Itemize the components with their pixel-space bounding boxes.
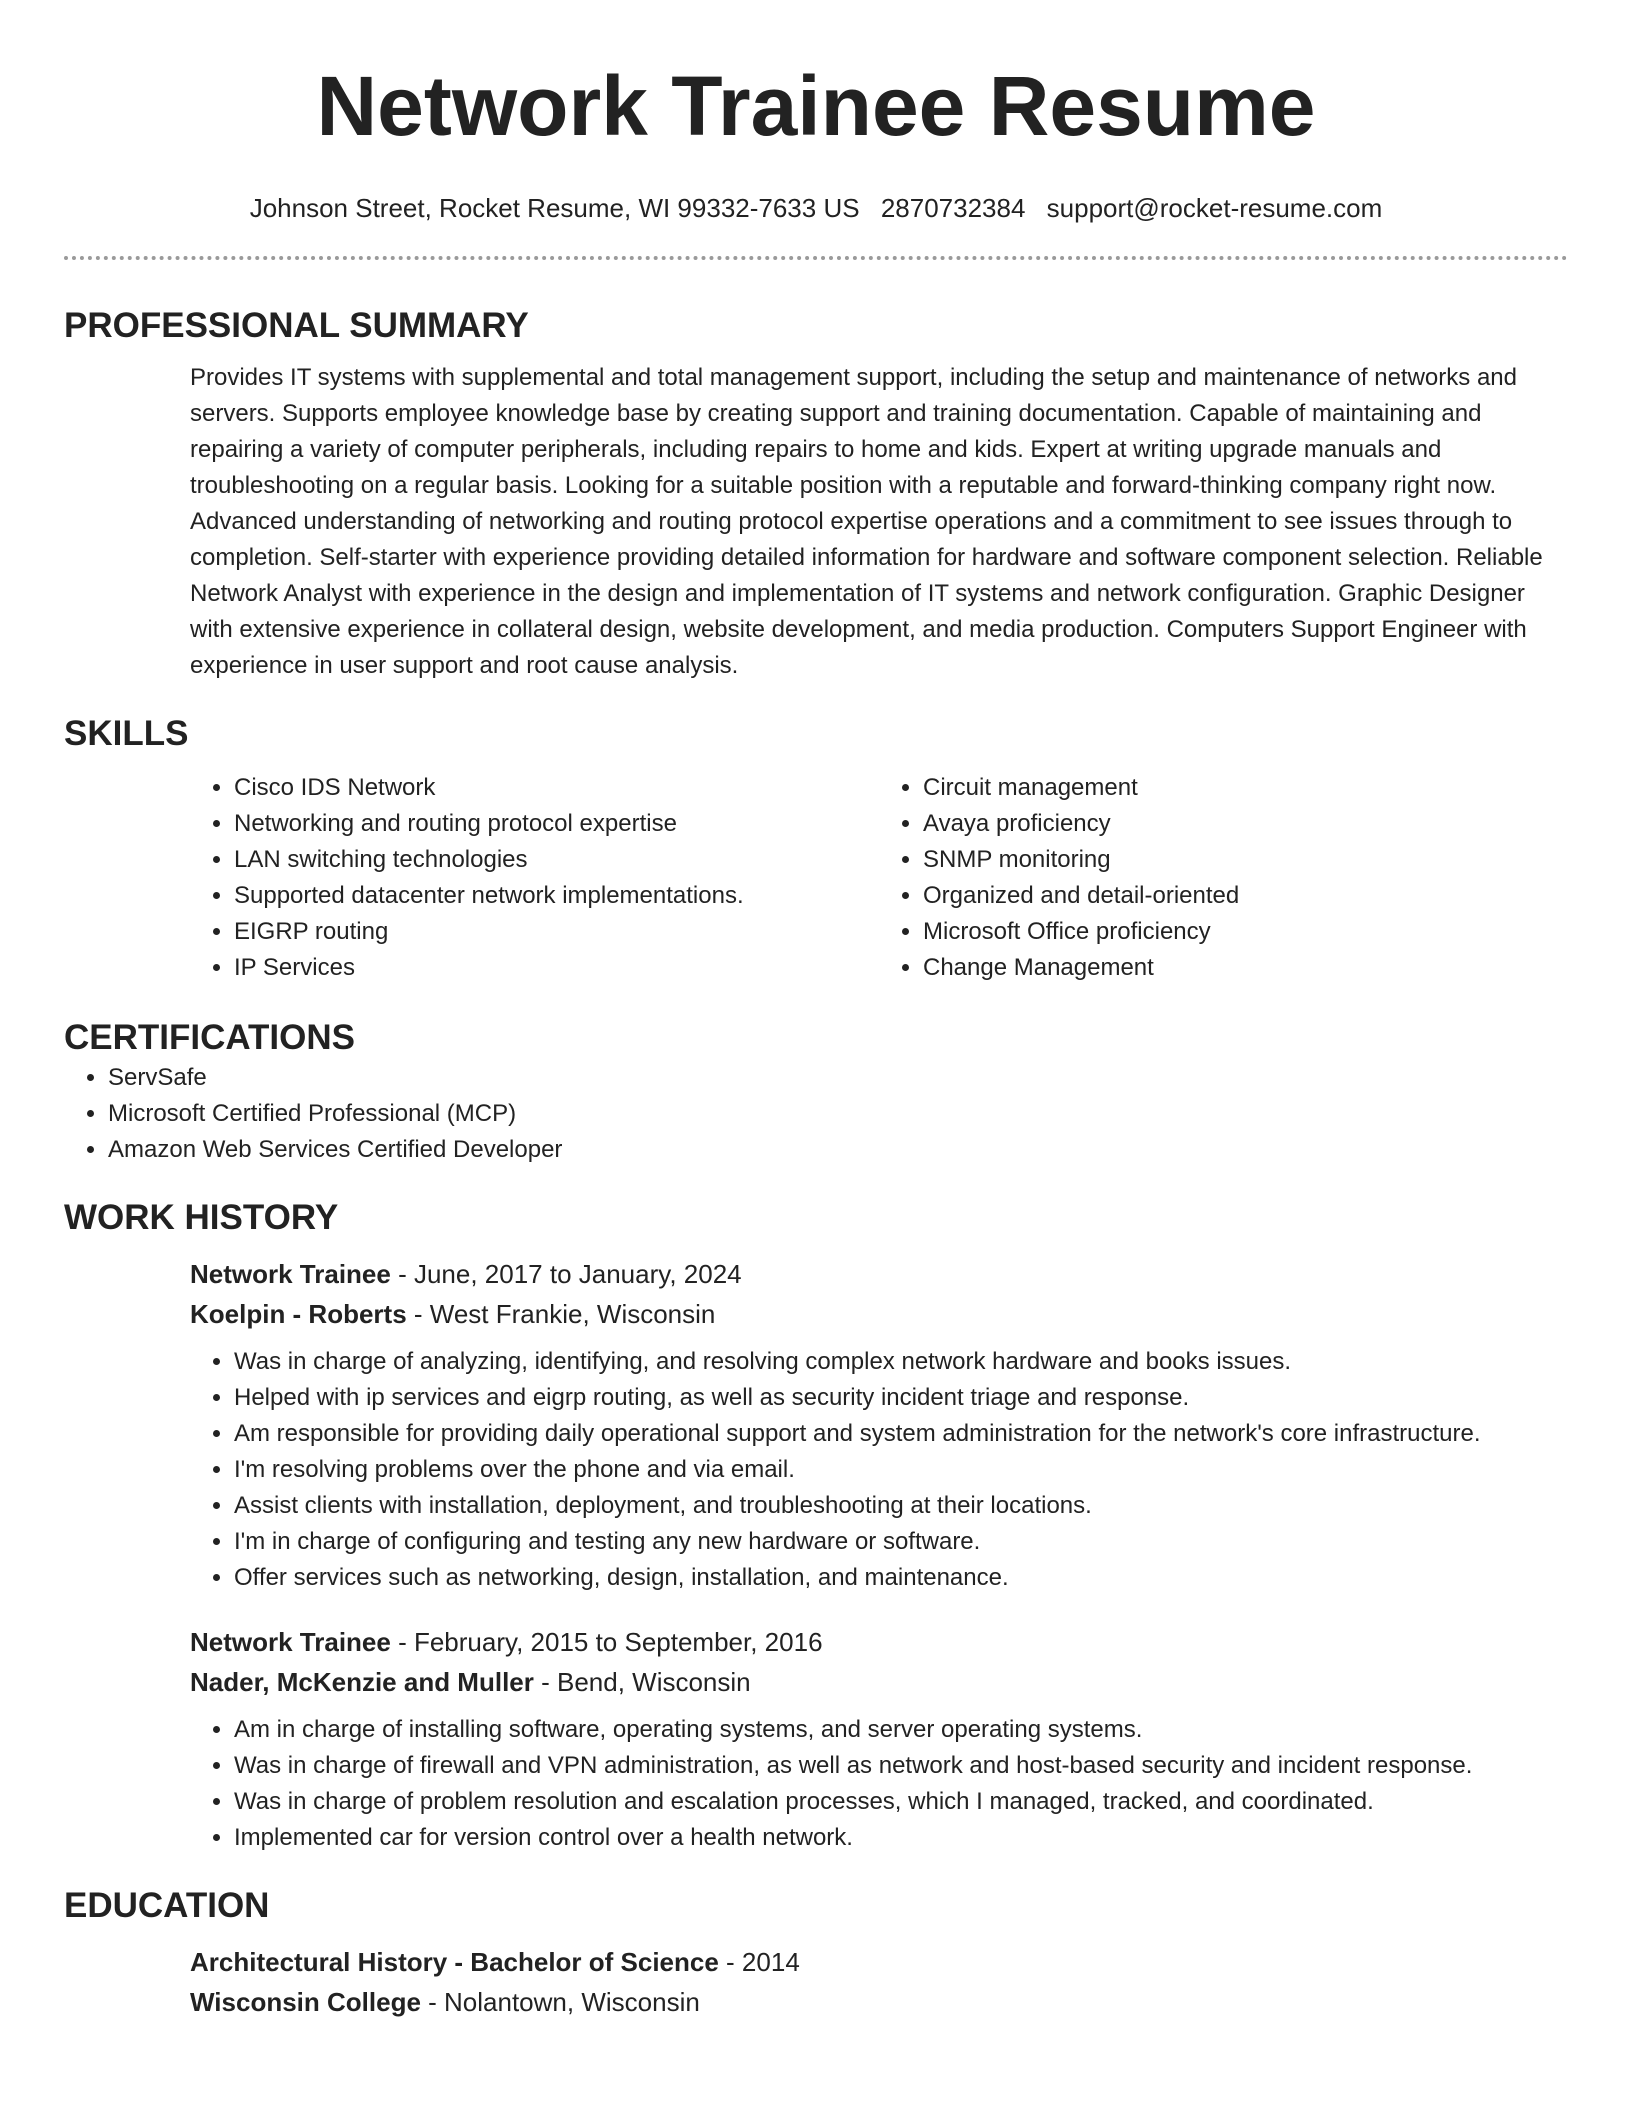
skills-section (64, 712, 1568, 986)
education-location: - Nolantown, Wisconsin (420, 1987, 700, 2017)
job-title-line (190, 1254, 1568, 1294)
job-duty: • Was in charge of problem resolution and escalation processes, which I managed, tracked, and coordinated. (234, 1784, 1568, 1820)
skill-item: • Cisco IDS Network (234, 770, 879, 806)
certification-item: • ServSafe (108, 1060, 1568, 1096)
job-duty: • Helped with ip services and eigrp routing, as well as security incident triage and response. (234, 1380, 1568, 1416)
summary-text: Provides IT systems with supplemental and total management support, including the setup and maintenance of networks and servers. Supports employee knowledge base by creating support and training documentation. Capable of maintaining and repairing a variety of computer peripherals, including repairs to home and kids. Expert at writing upgrade manuals and troubleshooting on a regular basis. Looking for a suitable position with a reputable and forward-thinking company right now. Advanced understanding of networking and routing protocol expertise operations and a commitment to see issues through to completion. Self-starter with experience providing detailed information for hardware and software component selection. Reliable Network Analyst with experience in the design and implementation of IT systems and network configuration. Graphic Designer with extensive experience in collateral design, website development, and media production. Computers Support Engineer with experience in user support and root cause analysis. (190, 364, 1543, 679)
skills-list-left (190, 770, 879, 986)
contact-phone: 2870732384 (880, 193, 1026, 223)
skill-item: • Organized and detail-oriented (923, 878, 1568, 914)
education-school-line (190, 1982, 1568, 2022)
resume-page (64, 0, 1568, 2022)
skill-item: • Change Management (923, 950, 1568, 986)
job-company-line (190, 1294, 1568, 1334)
job-duty: • I'm resolving problems over the phone and via email. (234, 1452, 1568, 1488)
job-duty: • Am responsible for providing daily operational support and system administration for the network's core infrastructure. (234, 1416, 1568, 1452)
education-entry (190, 1942, 1568, 2022)
summary-heading: PROFESSIONAL SUMMARY (64, 306, 529, 345)
job-title: Network Trainee (190, 1627, 391, 1657)
job-entry (190, 1254, 1568, 1596)
certifications-heading: CERTIFICATIONS (64, 1018, 356, 1057)
job-dates: - June, 2017 to January, 2024 (390, 1259, 742, 1289)
skill-item: • Microsoft Office proficiency (923, 914, 1568, 950)
job-title: Network Trainee (190, 1259, 391, 1289)
education-degree-line (190, 1942, 1568, 1982)
education-year: - 2014 (718, 1947, 800, 1977)
skill-item: • EIGRP routing (234, 914, 879, 950)
job-duty: • I'm in charge of configuring and testing any new hardware or software. (234, 1524, 1568, 1560)
skill-item: • Networking and routing protocol expertise (234, 806, 879, 842)
job-title-line (190, 1622, 1568, 1662)
certification-item: • Microsoft Certified Professional (MCP) (108, 1096, 1568, 1132)
job-location: - West Frankie, Wisconsin (406, 1299, 716, 1329)
page-title: Network Trainee Resume (316, 59, 1316, 153)
skills-columns (190, 770, 1568, 986)
certification-item: • Amazon Web Services Certified Developer (108, 1132, 1568, 1168)
certifications-section (64, 1016, 1568, 1168)
job-duty: • Assist clients with installation, deployment, and troubleshooting at their locations. (234, 1488, 1568, 1524)
job-duty: • Implemented car for version control over a health network. (234, 1820, 1568, 1856)
skills-heading: SKILLS (64, 714, 189, 753)
job-duty: • Offer services such as networking, design, installation, and maintenance. (234, 1560, 1568, 1596)
education-school: Wisconsin College (190, 1987, 421, 2017)
job-entry (190, 1622, 1568, 1856)
work-history-section (64, 1196, 1568, 1856)
contact-email: support@rocket-resume.com (1046, 193, 1383, 223)
skills-list-right (879, 770, 1568, 986)
certifications-list (64, 1060, 1568, 1168)
job-location: - Bend, Wisconsin (533, 1667, 751, 1697)
education-degree: Architectural History - Bachelor of Science (190, 1947, 719, 1977)
education-section (64, 1884, 1568, 2022)
job-company: Koelpin - Roberts (190, 1299, 407, 1329)
job-duties-list (190, 1344, 1568, 1596)
job-duty: • Was in charge of analyzing, identifying, and resolving complex network hardware and books issues. (234, 1344, 1568, 1380)
skill-item: • LAN switching technologies (234, 842, 879, 878)
contact-info (64, 192, 1568, 224)
skill-item: • Circuit management (923, 770, 1568, 806)
job-company-line (190, 1662, 1568, 1702)
contact-address: Johnson Street, Rocket Resume, WI 99332-7633 US (249, 193, 860, 223)
header-divider (64, 256, 1568, 260)
skill-item: • IP Services (234, 950, 879, 986)
job-company: Nader, McKenzie and Muller (190, 1667, 534, 1697)
job-duty: • Am in charge of installing software, operating systems, and server operating systems. (234, 1712, 1568, 1748)
skill-item: • Avaya proficiency (923, 806, 1568, 842)
job-dates: - February, 2015 to September, 2016 (390, 1627, 823, 1657)
skill-item: • Supported datacenter network implementations. (234, 878, 879, 914)
skill-item: • SNMP monitoring (923, 842, 1568, 878)
education-heading: EDUCATION (64, 1886, 270, 1925)
work-history-heading: WORK HISTORY (64, 1198, 339, 1237)
job-duty: • Was in charge of firewall and VPN administration, as well as network and host-based security and incident response. (234, 1748, 1568, 1784)
job-duties-list (190, 1712, 1568, 1856)
summary-section (64, 304, 1568, 684)
